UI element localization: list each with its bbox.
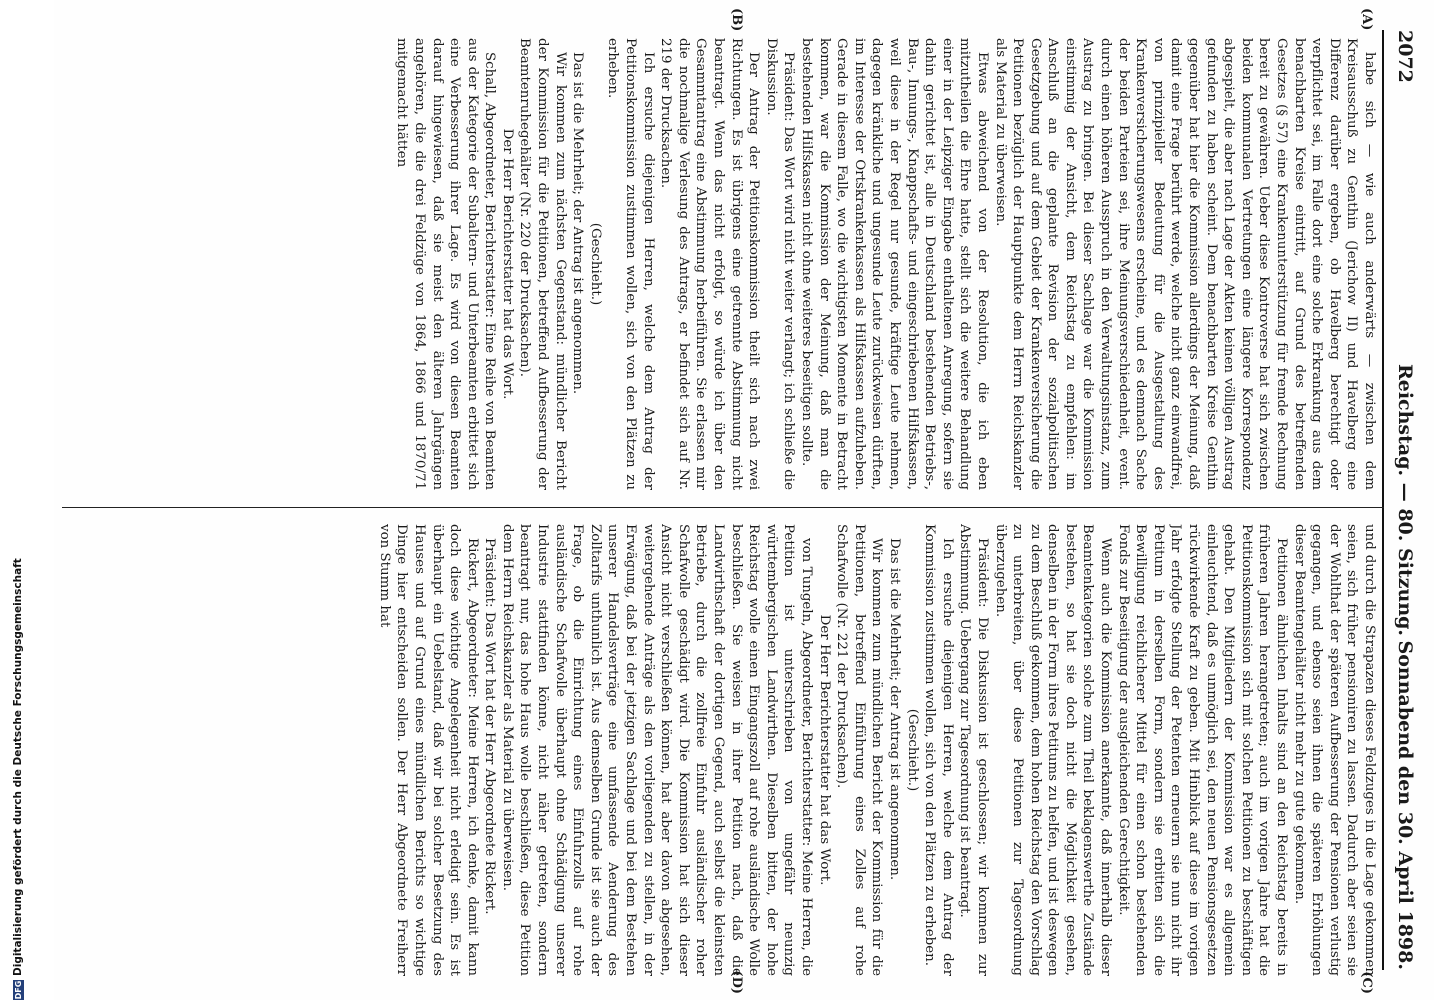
header-rule xyxy=(1382,30,1384,970)
paragraph: Ich ersuche diejenigen Herren, welche dem Antrag der Petitionskommission zustimmen wollen, sich von den Plätzen zu erheben. xyxy=(605,38,656,490)
column-divider xyxy=(62,507,1384,508)
stage-direction: (Geschieht.) xyxy=(904,708,920,792)
paragraph: Der Antrag der Petitionskommission theilt sich nach zwei Richtungen. Es ist übrigens eine getrennte Abstimmung nicht beantragt. Wenn das nicht erfolgt, so würde ich über den Gesammtantrag eine Abstimmung herbeiführen. Sie erlassen mir die nochmalige Verlesung des Antrags, er befindet sich auf Nr. 219 der Drucksachen. xyxy=(658,38,762,490)
paragraph: von Tungeln, Abgeordneter, Berichterstatter: Meine Herren, die Petition ist unterschrieben von ungefähr neunzig württembergischen Landwirthen. Dieselben bitten, der hohe Reichstag wolle einen Eingangszoll auf rohe ausländische Wolle beschließen. Sie weisen in ihrer Petition nach, daß die Landwirthschaft der dortigen Gegend, auch selbst die kleinsten Betriebe, durch die zollfreie Einfuhr ausländischer roher Schafwolle geschädigt wird. Die Kommission hat sich dieser Ansicht nicht verschließen können, hat aber davon abgesehen, weitergehende Anträge als den vorliegenden zu stellen, in der Erwägung, daß bei der jetzigen Sachlage und bei dem Bestehen unserer Handelsverträge eine umfassende Aenderung des Zolltarifs unthunlich ist. Aus demselben Grunde ist sie auch der Frage, ob die Einrichtung eines Einfuhrzolls auf rohe ausländische Schafwolle überhaupt ohne Schädigung unserer Industrie stattfinden könne, nicht näher getreten, sondern beantragt nur, das hohe Haus wolle beschließen, diese Petition dem Herrn Reichskanzler als Material zu überweisen. xyxy=(499,524,814,976)
paragraph: Wir kommen zum mündlichen Bericht der Kommission für die Petitionen, betreffend Einführung eines Zolles auf rohe Schafwolle (Nr. 221 der Drucksachen). xyxy=(834,524,885,976)
paragraph: Ich ersuche diejenigen Herren, welche dem Antrag der Kommission zustimmen wollen, sich von den Plätzen zu erheben. xyxy=(922,524,955,976)
session-date: Sonnabend den 30. April 1898. xyxy=(1394,640,1416,970)
margin-letter-a: (A) xyxy=(1359,8,1374,31)
margin-letter-b: (B) xyxy=(729,8,744,32)
paragraph: habe sich — wie auch anderwärts — zwischen dem Kreisausschuß zu Genthin (Jerichow II) und Havelberg eine Differenz darüber ergeben, ob Havelberg berechtigt oder verpflichtet sei, im Falle dort eine solche Erkrankung aus dem benachbarten Kreise eintritt, auf Grund des betreffenden Gesetzes (§ 57) eine Krankenunterstützung für fremde Rechnung bereit zu gewähren. Ueber diese Kontroverse hat sich zwischen beiden kommunalen Vertretungen eine längere Korrespondenz abgespielt, die aber nach Lage der Akten keinen völligen Austrag gefunden zu haben scheint. Dem benachbarten Kreise Genthin gegenüber hat hier die Kommission allerdings der Meinung, daß damit eine Frage berührt werde, welche nicht ganz einwandfrei, von prinzipieller Bedeutung für die Ausgestaltung des Krankenversicherungswesens erscheine, und es demnach Sache der beiden Parteien sei, ihre Meinungsverschiedenheit, event. durch einen höheren Ausspruch in den Verwaltungsinstanz, zum Austrag zu bringen. Bei dieser Sachlage war die Kommission einstimmig der Ansicht, dem Reichstag zu empfehlen: im Anschluß an die geplante Revision der sozialpolitischen Gesetzgebung und auf dem Gebiet der Krankenversicherung die Petitionen bezüglich der Hauptpunkte dem Herrn Reichskanzler als Material zu überweisen. xyxy=(992,38,1377,490)
paragraph: Das ist die Mehrheit; der Antrag ist angenommen. xyxy=(570,52,586,395)
dfg-logo-icon: DFG xyxy=(13,980,23,1000)
paragraph: Das ist die Mehrheit; der Antrag ist angenommen. xyxy=(886,538,902,881)
page-header xyxy=(1386,30,1416,970)
right-column xyxy=(62,524,1378,976)
margin-letter-c: (C) xyxy=(1359,971,1374,994)
margin-letter-d: (D) xyxy=(729,970,744,994)
paragraph: Wir kommen zum nächsten Gegenstand: mündlicher Bericht der Kommission für die Petitionen, betreffend Aufbesserung der Beamtenruhegehälter (Nr. 220 der Drucksachen). xyxy=(517,38,568,490)
paragraph: Präsident: Die Diskussion ist geschlossen; wir kommen zur Abstimmung. Uebergang zur Tagesordnung ist beantragt. xyxy=(957,524,990,976)
scanned-page xyxy=(54,0,1434,1000)
paragraph: Etwas abweichend von der Resolution, die ich eben mitzutheilen die Ehre hatte, stellt sich die weitere Behandlung einer in der Leipziger Eingabe enthaltenen Anregung, sofern sie dahin gerichtet ist, alle in Deutschland bestehenden Betriebs-, Bau-, Innungs-, Knappschafts- und eingeschriebenen Hilfskassen, weil diese in der Regel nur gesunde, kräftige Leute nehmen, dagegen kränkliche und ungesunde Leute zurückweisen dürften, im Interesse der Ortskrankenkassen als Hilfskassen aufzuheben. Gerade in diesem Falle, wo die wichtigsten Momente in Betracht kommen, war die Kommission der Meinung, daß man die bestehenden Hilfskassen nicht ohne weiteres beseitigen sollte. xyxy=(799,38,990,490)
credit-text: Digitalisierung gefördert durch die Deutsche Forschungsgemeinschaft xyxy=(12,558,24,976)
paragraph: Der Herr Berichterstatter hat das Wort. xyxy=(816,614,832,886)
paragraph: Präsident: Das Wort hat der Herr Abgeordnete Rickert. xyxy=(482,538,498,915)
paragraph: Schall, Abgeordneter, Berichterstatter: Eine Reihe von Beamten aus der Kategorie der Subaltern- und Unterbeamten erbittet sich eine Verbesserung ihrer Lage. Es wird von diesen Beamten darauf hingewiesen, daß sie meist den älteren Jahrgängen angehören, die die drei Feldzüge von 1864, 1866 und 1870/71 mitgemacht hätten xyxy=(394,38,498,490)
paragraph: Wenn auch die Kommission anerkannte, daß innerhalb dieser Beamtenkategorien solche zum Theil beklagenswerthe Zustände bestehen, so hat sie doch nicht die Möglichkeit gesehen, denselben in der Form ihres Petitums zu helfen, und ist deswegen zu dem Beschluß gekommen, dem hohen Reichstag den Vorschlag zu unterbreiten, über diese Petitionen zur Tagesordnung überzugehen. xyxy=(992,524,1114,976)
left-column xyxy=(62,38,1378,490)
paragraph: Präsident: Das Wort wird nicht weiter verlangt; ich schließe die Diskussion. xyxy=(763,38,797,490)
paragraph: Der Herr Berichterstatter hat das Wort. xyxy=(499,128,515,400)
session-title: Reichstag. — 80. Sitzung. xyxy=(1394,363,1416,637)
paragraph: Petitionen ähnlichen Inhalts sind an den Reichstag bereits in früheren Jahren herangetreten; auch im vorigen Jahre hat die Petitionskommission sich mit solchen Petitionen zu beschäftigen gehabt. Den Mitgliedern der Kommission war es allgemein einleuchtend, daß es unmöglich sei, den neuen Pensionsgesetzen rückwirkende Kraft zu geben. Mit Hinblick auf diese im vorigen Jahr erfolgte Stellung der Petenten erneuern sie nun nicht ihr Petitum in derselben Form, sondern sie erbitten sich die Bewilligung reichlicherer Mittel für einen schon bestehenden Fonds zur Beseitigung der ausgleichenden Gerechtigkeit. xyxy=(1115,524,1290,976)
digitization-credit xyxy=(12,0,30,1000)
stage-direction: (Geschieht.) xyxy=(587,222,603,306)
page-number: 2072 xyxy=(1394,30,1416,83)
paragraph: Rickert, Abgeordneter: Meine Herren, ich denke, damit kann doch diese wichtige Angelegenheit nicht erledigt sein. Es ist überhaupt ein Uebelstand, daß wir bei solcher Besetzung des Hauses und auf Grund eines mündlichen Berichts so wichtige Dinge hier entscheiden sollen. Der Herr Abgeordnete Freiherr von Stumm hat xyxy=(376,524,480,976)
paragraph: und durch die Strapazen dieses Feldzuges in die Lage gekommen seien, sich früher pensioniren zu lassen. Dadurch aber seien sie der Wohlthat der späteren Aufbesserung der Pensionen verlustig gegangen, und ebenso seien ihnen die späteren Erhöhungen dieser Beamtengehälter nicht mehr zu gute gekommen. xyxy=(1291,524,1377,976)
